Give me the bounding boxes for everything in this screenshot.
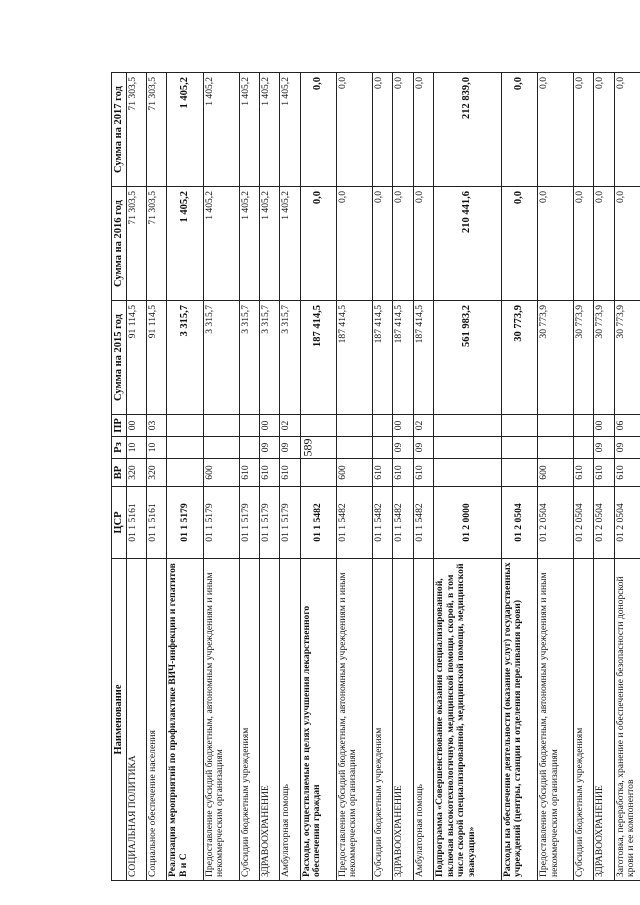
- cell-csr: 01 1 5179: [203, 487, 239, 559]
- cell-rz: [336, 437, 372, 459]
- cell-rz: 09: [614, 437, 640, 459]
- cell-rz: [501, 437, 537, 459]
- cell-sum-2016: 210 441,6: [433, 187, 501, 301]
- cell-csr: 01 1 5482: [372, 487, 392, 559]
- cell-sum-2017: 0,0: [372, 73, 392, 187]
- cell-pr: [433, 415, 501, 437]
- cell-sum-2017: 0,0: [614, 73, 640, 187]
- budget-table: [111, 72, 640, 881]
- cell-name: ЗДРАВООХРАНЕНИЕ: [393, 559, 413, 881]
- cell-sum-2016: 0,0: [393, 187, 413, 301]
- cell-sum-2017: 1 405,2: [167, 73, 203, 187]
- cell-sum-2017: 71 303,5: [147, 73, 167, 187]
- cell-name: ЗДРАВООХРАНЕНИЕ: [259, 559, 279, 881]
- cell-csr: 01 1 5482: [300, 487, 336, 559]
- cell-name: Субсидии бюджетным учреждениям: [574, 559, 594, 881]
- table-row: [280, 73, 300, 881]
- cell-sum-2016: 0,0: [372, 187, 392, 301]
- table-row: [594, 73, 614, 881]
- cell-vr: 610: [372, 459, 392, 487]
- cell-csr: 01 1 5161: [126, 487, 146, 559]
- table-row: [574, 73, 594, 881]
- cell-pr: 06: [614, 415, 640, 437]
- table-row: [614, 73, 640, 881]
- cell-vr: 610: [259, 459, 279, 487]
- cell-sum-2017: 1 405,2: [203, 73, 239, 187]
- cell-vr: 320: [147, 459, 167, 487]
- cell-rz: [167, 437, 203, 459]
- cell-vr: 600: [537, 459, 573, 487]
- cell-pr: [336, 415, 372, 437]
- cell-rz: 09: [393, 437, 413, 459]
- header-pr: ПР: [112, 415, 127, 437]
- cell-rz: [537, 437, 573, 459]
- cell-csr: 01 2 0504: [501, 487, 537, 559]
- cell-pr: [203, 415, 239, 437]
- table-row: [501, 73, 537, 881]
- cell-vr: 610: [393, 459, 413, 487]
- cell-csr: 01 2 0000: [433, 487, 501, 559]
- cell-name: СОЦИАЛЬНАЯ ПОЛИТИКА: [126, 559, 146, 881]
- header-vr: ВР: [112, 459, 127, 487]
- cell-name: Расходы на обеспечение деятельности (оказание услуг) государственных учреждений (центры, станции и отделения переливания крови): [501, 559, 537, 881]
- cell-pr: [574, 415, 594, 437]
- cell-vr: 610: [594, 459, 614, 487]
- table-row: [433, 73, 501, 881]
- cell-csr: 01 1 5482: [336, 487, 372, 559]
- cell-vr: 610: [280, 459, 300, 487]
- cell-name: Расходы, осуществляемые в целях улучшения лекарственного обеспечения граждан: [300, 559, 336, 881]
- header-sum-2015: Сумма на 2015 год: [112, 301, 127, 415]
- cell-rz: 10: [126, 437, 146, 459]
- cell-name: Амбулаторная помощь: [280, 559, 300, 881]
- cell-vr: [300, 459, 336, 487]
- cell-pr: 00: [259, 415, 279, 437]
- cell-sum-2017: 0,0: [300, 73, 336, 187]
- cell-sum-2015: 91 114,5: [126, 301, 146, 415]
- cell-vr: [501, 459, 537, 487]
- cell-pr: [300, 415, 336, 437]
- cell-vr: 610: [574, 459, 594, 487]
- cell-vr: [433, 459, 501, 487]
- cell-name: Подпрограмма «Совершенствование оказания специализированной, включая высокотехнологичную, медицинской помощи, скорой, в том числе скорой специализированной, медицинской помощи, медицинской эвакуации»: [433, 559, 501, 881]
- cell-pr: 03: [147, 415, 167, 437]
- cell-rz: 09: [413, 437, 433, 459]
- cell-csr: 01 2 0504: [537, 487, 573, 559]
- cell-rz: [239, 437, 259, 459]
- cell-vr: 600: [203, 459, 239, 487]
- cell-sum-2016: 1 405,2: [280, 187, 300, 301]
- cell-sum-2015: 3 315,7: [203, 301, 239, 415]
- cell-csr: 01 1 5482: [393, 487, 413, 559]
- cell-sum-2017: 1 405,2: [259, 73, 279, 187]
- cell-rz: [300, 437, 336, 459]
- cell-sum-2016: 0,0: [300, 187, 336, 301]
- cell-sum-2015: 561 983,2: [433, 301, 501, 415]
- cell-sum-2015: 30 773,9: [574, 301, 594, 415]
- cell-sum-2016: 1 405,2: [203, 187, 239, 301]
- table-row: [336, 73, 372, 881]
- table-row: [239, 73, 259, 881]
- cell-rz: 09: [594, 437, 614, 459]
- cell-rz: 09: [259, 437, 279, 459]
- cell-sum-2015: 3 315,7: [280, 301, 300, 415]
- cell-sum-2015: 187 414,5: [336, 301, 372, 415]
- cell-sum-2017: 71 303,5: [126, 73, 146, 187]
- cell-sum-2017: 1 405,2: [239, 73, 259, 187]
- cell-sum-2016: 71 303,5: [147, 187, 167, 301]
- cell-sum-2015: 187 414,5: [413, 301, 433, 415]
- cell-sum-2015: 30 773,9: [594, 301, 614, 415]
- cell-sum-2016: 0,0: [501, 187, 537, 301]
- cell-sum-2016: 0,0: [594, 187, 614, 301]
- cell-name: Предоставление субсидий бюджетным, автономным учреждениям и иным некоммерческим организациям: [537, 559, 573, 881]
- cell-csr: 01 1 5179: [239, 487, 259, 559]
- cell-vr: [167, 459, 203, 487]
- cell-pr: [167, 415, 203, 437]
- cell-sum-2015: 187 414,5: [372, 301, 392, 415]
- cell-sum-2015: 187 414,5: [300, 301, 336, 415]
- cell-sum-2015: 30 773,9: [614, 301, 640, 415]
- table-row: [126, 73, 146, 881]
- cell-name: Реализация мероприятий по профилактике ВИЧ-инфекции и гепатитов В и С: [167, 559, 203, 881]
- table-row: [300, 73, 336, 881]
- cell-name: Субсидии бюджетным учреждениям: [239, 559, 259, 881]
- cell-pr: 02: [280, 415, 300, 437]
- cell-vr: 610: [614, 459, 640, 487]
- cell-sum-2016: 0,0: [614, 187, 640, 301]
- cell-pr: [372, 415, 392, 437]
- cell-rz: [372, 437, 392, 459]
- cell-csr: 01 2 0504: [574, 487, 594, 559]
- table-row: [413, 73, 433, 881]
- cell-sum-2015: 3 315,7: [167, 301, 203, 415]
- cell-sum-2016: 1 405,2: [167, 187, 203, 301]
- cell-pr: 00: [393, 415, 413, 437]
- cell-sum-2017: 0,0: [393, 73, 413, 187]
- cell-sum-2017: 0,0: [574, 73, 594, 187]
- cell-name: Амбулаторная помощь: [413, 559, 433, 881]
- table-row: [372, 73, 392, 881]
- cell-rz: [433, 437, 501, 459]
- header-csr: ЦСР: [112, 487, 127, 559]
- header-sum-2016: Сумма на 2016 год: [112, 187, 127, 301]
- cell-sum-2015: 30 773,9: [501, 301, 537, 415]
- cell-rz: 10: [147, 437, 167, 459]
- table-row: [537, 73, 573, 881]
- cell-sum-2017: 0,0: [336, 73, 372, 187]
- cell-name: Субсидии бюджетным учреждениям: [372, 559, 392, 881]
- cell-csr: 01 1 5179: [259, 487, 279, 559]
- table-row: [167, 73, 203, 881]
- cell-vr: 600: [336, 459, 372, 487]
- cell-sum-2016: 1 405,2: [239, 187, 259, 301]
- cell-csr: 01 1 5161: [147, 487, 167, 559]
- cell-sum-2016: 0,0: [574, 187, 594, 301]
- cell-vr: 610: [413, 459, 433, 487]
- cell-csr: 01 1 5179: [280, 487, 300, 559]
- cell-csr: 01 2 0504: [614, 487, 640, 559]
- cell-vr: 320: [126, 459, 146, 487]
- cell-sum-2017: 0,0: [413, 73, 433, 187]
- cell-sum-2015: 3 315,7: [259, 301, 279, 415]
- cell-sum-2016: 0,0: [537, 187, 573, 301]
- cell-sum-2017: 0,0: [537, 73, 573, 187]
- cell-rz: 09: [280, 437, 300, 459]
- page-number: 589: [300, 438, 315, 457]
- cell-sum-2015: 30 773,9: [537, 301, 573, 415]
- cell-sum-2015: 91 114,5: [147, 301, 167, 415]
- table-row: [393, 73, 413, 881]
- cell-sum-2015: 187 414,5: [393, 301, 413, 415]
- cell-pr: [239, 415, 259, 437]
- cell-pr: [537, 415, 573, 437]
- table-row: [147, 73, 167, 881]
- cell-csr: 01 2 0504: [594, 487, 614, 559]
- budget-table-container: [111, 77, 640, 881]
- cell-sum-2016: 1 405,2: [259, 187, 279, 301]
- cell-sum-2016: 0,0: [413, 187, 433, 301]
- cell-sum-2017: 0,0: [594, 73, 614, 187]
- header-rz: Рз: [112, 437, 127, 459]
- cell-name: Предоставление субсидий бюджетным, автономным учреждениям и иным некоммерческим организациям: [336, 559, 372, 881]
- cell-name: ЗДРАВООХРАНЕНИЕ: [594, 559, 614, 881]
- cell-sum-2017: 212 839,0: [433, 73, 501, 187]
- cell-pr: [501, 415, 537, 437]
- table-header-row: [112, 73, 127, 881]
- cell-name: Социальное обеспечение населения: [147, 559, 167, 881]
- cell-name: Заготовка, переработка, хранение и обеспечение безопасности донорской крови и ее компонентов: [614, 559, 640, 881]
- cell-pr: 00: [594, 415, 614, 437]
- header-name: Наименование: [112, 559, 127, 881]
- cell-csr: 01 1 5482: [413, 487, 433, 559]
- table-row: [259, 73, 279, 881]
- cell-csr: 01 1 5179: [167, 487, 203, 559]
- cell-rz: [574, 437, 594, 459]
- cell-name: Предоставление субсидий бюджетным, автономным учреждениям и иным некоммерческим организациям: [203, 559, 239, 881]
- cell-sum-2015: 3 315,7: [239, 301, 259, 415]
- cell-vr: 610: [239, 459, 259, 487]
- cell-sum-2016: 0,0: [336, 187, 372, 301]
- table-row: [203, 73, 239, 881]
- cell-sum-2017: 0,0: [501, 73, 537, 187]
- cell-pr: 00: [126, 415, 146, 437]
- header-sum-2017: Сумма на 2017 год: [112, 73, 127, 187]
- cell-rz: [203, 437, 239, 459]
- cell-pr: 02: [413, 415, 433, 437]
- cell-sum-2016: 71 303,5: [126, 187, 146, 301]
- cell-sum-2017: 1 405,2: [280, 73, 300, 187]
